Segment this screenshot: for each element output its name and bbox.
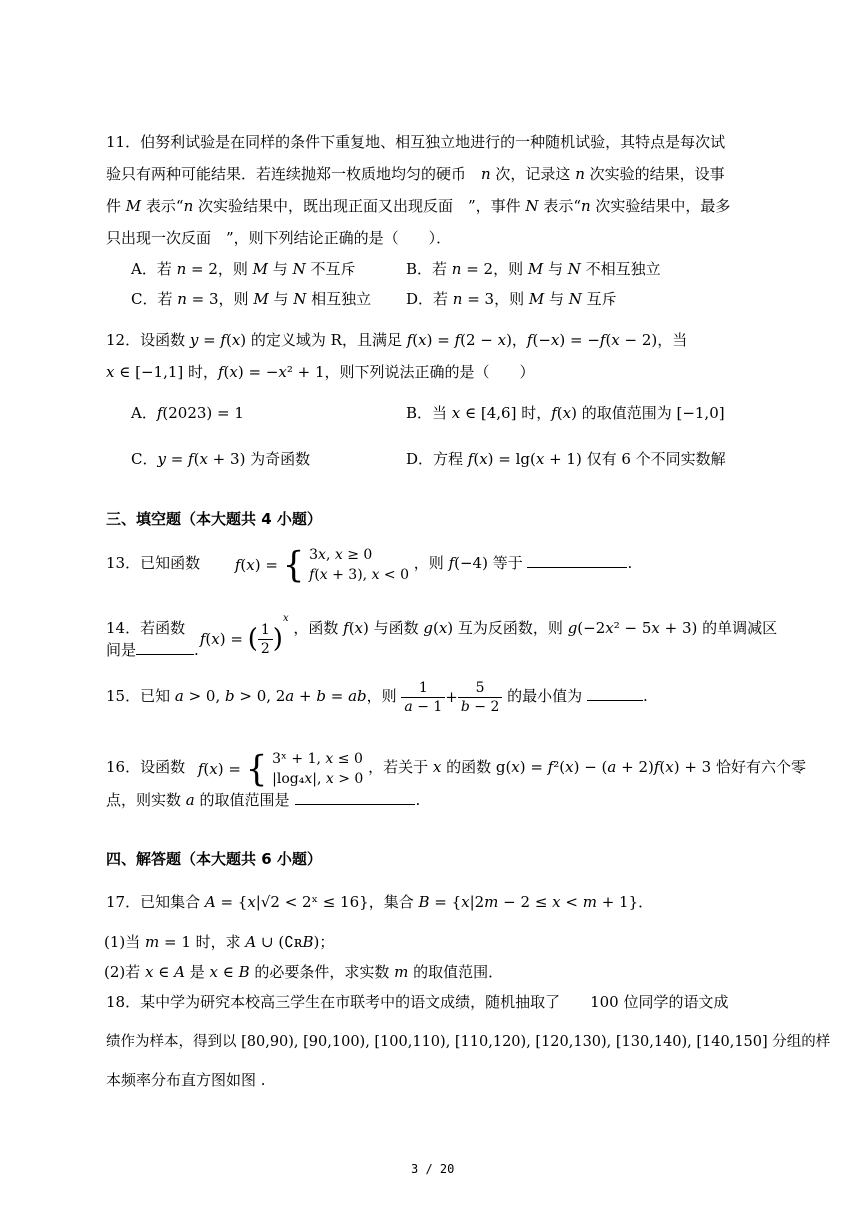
q12-option-a: A．𝑓(2023) = 1 (131, 404, 244, 422)
q12-option-d: D．方程 𝑓(𝑥) = lg(𝑥 + 1) 仅有 6 个不同实数解 (406, 450, 726, 468)
section-title-solutions: 四、解答题（本大题共 6 小题） (106, 850, 322, 868)
q13-case-1: 3𝑥, 𝑥 ≥ 0 (309, 546, 373, 563)
section-title-fill-in: 三、填空题（本大题共 4 小题） (106, 510, 322, 528)
q15-plus: + (445, 688, 458, 706)
q11-option-b: B．若 𝑛 = 2，则 𝑀 与 𝑁 不相互独立 (406, 260, 661, 278)
q13-fx: 𝑓(𝑥) = (234, 555, 278, 574)
q18-line-3: 本频率分布直方图如图 . (106, 1071, 266, 1089)
q16-line-2-text: 点，则实数 𝑎 的取值范围是 (106, 791, 290, 809)
q14-function (200, 594, 289, 664)
q16-fx: 𝑓(𝑥) = (197, 759, 241, 778)
q15-den-1: 𝑎 − 1 (404, 698, 443, 715)
q11-option-c: C．若 𝑛 = 3，则 𝑀 与 𝑁 相互独立 (131, 290, 372, 308)
q13-answer-blank (527, 553, 627, 568)
q14-paren-close: ) (272, 624, 283, 654)
q15-suffix: 的最小值为 (507, 687, 583, 705)
q11-line-2: 验只有两种可能结果．若连续抛郑一枚质地均匀的硬币 𝑛 次，记录这 𝑛 次实验的结果，设事 (106, 165, 725, 183)
q13-end: . (627, 554, 633, 572)
q13-prefix: 13．已知函数 (106, 554, 201, 572)
q15-num-2: 5 (458, 679, 503, 698)
q14-end: . (194, 641, 199, 659)
q15-num-1: 1 (401, 679, 445, 698)
q15 (106, 668, 648, 724)
q16 (106, 742, 806, 792)
q13-function (235, 539, 409, 590)
q18-line-1: 18．某中学为研究本校高三学生在市联考中的语文成绩，随机抽取了 100 位同学的语文成 (106, 993, 729, 1011)
q14-mid: ，函数 𝑓(𝑥) 与函数 𝑔(𝑥) 互为反函数，则 𝑔(−2𝑥² − 5𝑥 + 3) 的单调减区 (293, 619, 778, 637)
q16-suffix: ，若关于 𝑥 的函数 g(𝑥) = 𝑓²(𝑥) − (𝑎 + 2)𝑓(𝑥) + 3 恰好有六个零 (368, 758, 806, 776)
q14-prefix: 14．若函数 (106, 619, 186, 637)
q16-brace: { (245, 747, 268, 790)
q14-fx: 𝑓(𝑥) = (199, 630, 243, 648)
q18-line-2: 绩作为样本，得到以 [80,90), [90,100), [100,110), [110,120), [120,130), [130,140), [140,150] 分组的样 (106, 1034, 831, 1050)
q11-option-d: D．若 𝑛 = 3，则 𝑀 与 𝑁 互斥 (406, 290, 617, 308)
q17-line-1: 17．已知集合 𝐴 = {𝑥|√2 < 2ˣ ≤ 16}，集合 𝐵 = {𝑥|2𝑚 − 2 ≤ 𝑥 < 𝑚 + 1}． (106, 893, 654, 911)
q14-answer-blank (136, 640, 194, 655)
q12-option-c: C．𝑦 = 𝑓(𝑥 + 3) 为奇函数 (131, 450, 311, 468)
q12-line-2: 𝑥 ∈ [−1,1] 时，𝑓(𝑥) = −𝑥² + 1，则下列说法正确的是（ ） (106, 363, 535, 381)
q13-brace: { (282, 543, 305, 586)
q16-end: . (415, 791, 421, 809)
q14-exponent: 𝑥 (282, 613, 289, 624)
q13 (106, 538, 632, 588)
q13-suffix: ，则 𝑓(−4) 等于 (413, 554, 523, 572)
q14-line-2-text: 间是 (106, 641, 137, 659)
q13-cases (309, 545, 409, 585)
q14-num: 1 (258, 621, 273, 640)
q15-prefix: 15．已知 𝑎 > 0, 𝑏 > 0, 2𝑎 + 𝑏 = 𝑎𝑏，则 (106, 687, 397, 705)
q14-paren-open: ( (247, 624, 258, 654)
q16-case-1: 3ˣ + 1, 𝑥 ≤ 0 (272, 750, 363, 767)
q12-option-b: B．当 𝑥 ∈ [4,6] 时，𝑓(𝑥) 的取值范围为 [−1,0] (406, 404, 725, 422)
q17-part-2: (2)若 𝑥 ∈ 𝐴 是 𝑥 ∈ 𝐵 的必要条件，求实数 𝑚 的取值范围． (104, 963, 504, 981)
q16-prefix: 16．设函数 (106, 758, 186, 776)
q11-option-a: A．若 𝑛 = 2，则 𝑀 与 𝑁 不互斥 (131, 260, 356, 278)
q11-line-3: 件 𝑀 表示“𝑛 次实验结果中，既出现正面又出现反面 ”，事件 𝑁 表示“𝑛 次实验结果中，最多 (106, 197, 731, 215)
q15-answer-blank (587, 686, 643, 701)
q12-line-1: 12．设函数 𝑦 = 𝑓(𝑥) 的定义域为 R，且满足 𝑓(𝑥) = 𝑓(2 − 𝑥)，𝑓(−𝑥) = −𝑓(𝑥 − 2)，当 (106, 331, 688, 349)
q14-den: 2 (260, 640, 270, 657)
q16-function (198, 743, 363, 794)
q11-line-4: 只出现一次反面 ”，则下列结论正确的是（ ）． (106, 229, 452, 247)
q16-answer-blank (295, 790, 415, 805)
q14-line-2 (106, 640, 199, 660)
q16-case-2: |log₄𝑥|, 𝑥 > 0 (272, 770, 364, 787)
q11-line-1: 11．伯努利试验是在同样的条件下重复地、相互独立地进行的一种随机试验，其特点是每次试 (106, 133, 726, 151)
page-number: 3 / 20 (411, 1162, 455, 1176)
q16-line-2 (106, 790, 420, 810)
q15-fraction-1 (401, 679, 445, 716)
q15-den-2: 𝑏 − 2 (460, 698, 500, 715)
q13-case-2: 𝑓(𝑥 + 3), 𝑥 < 0 (309, 566, 410, 583)
q14-fraction (258, 621, 273, 658)
q17-part-1: (1)当 𝑚 = 1 时，求 𝐴 ∪ (∁ʀ𝐵)； (104, 933, 335, 951)
q15-end: . (642, 687, 648, 705)
q16-cases (272, 749, 363, 789)
q15-fraction-2 (458, 679, 503, 716)
